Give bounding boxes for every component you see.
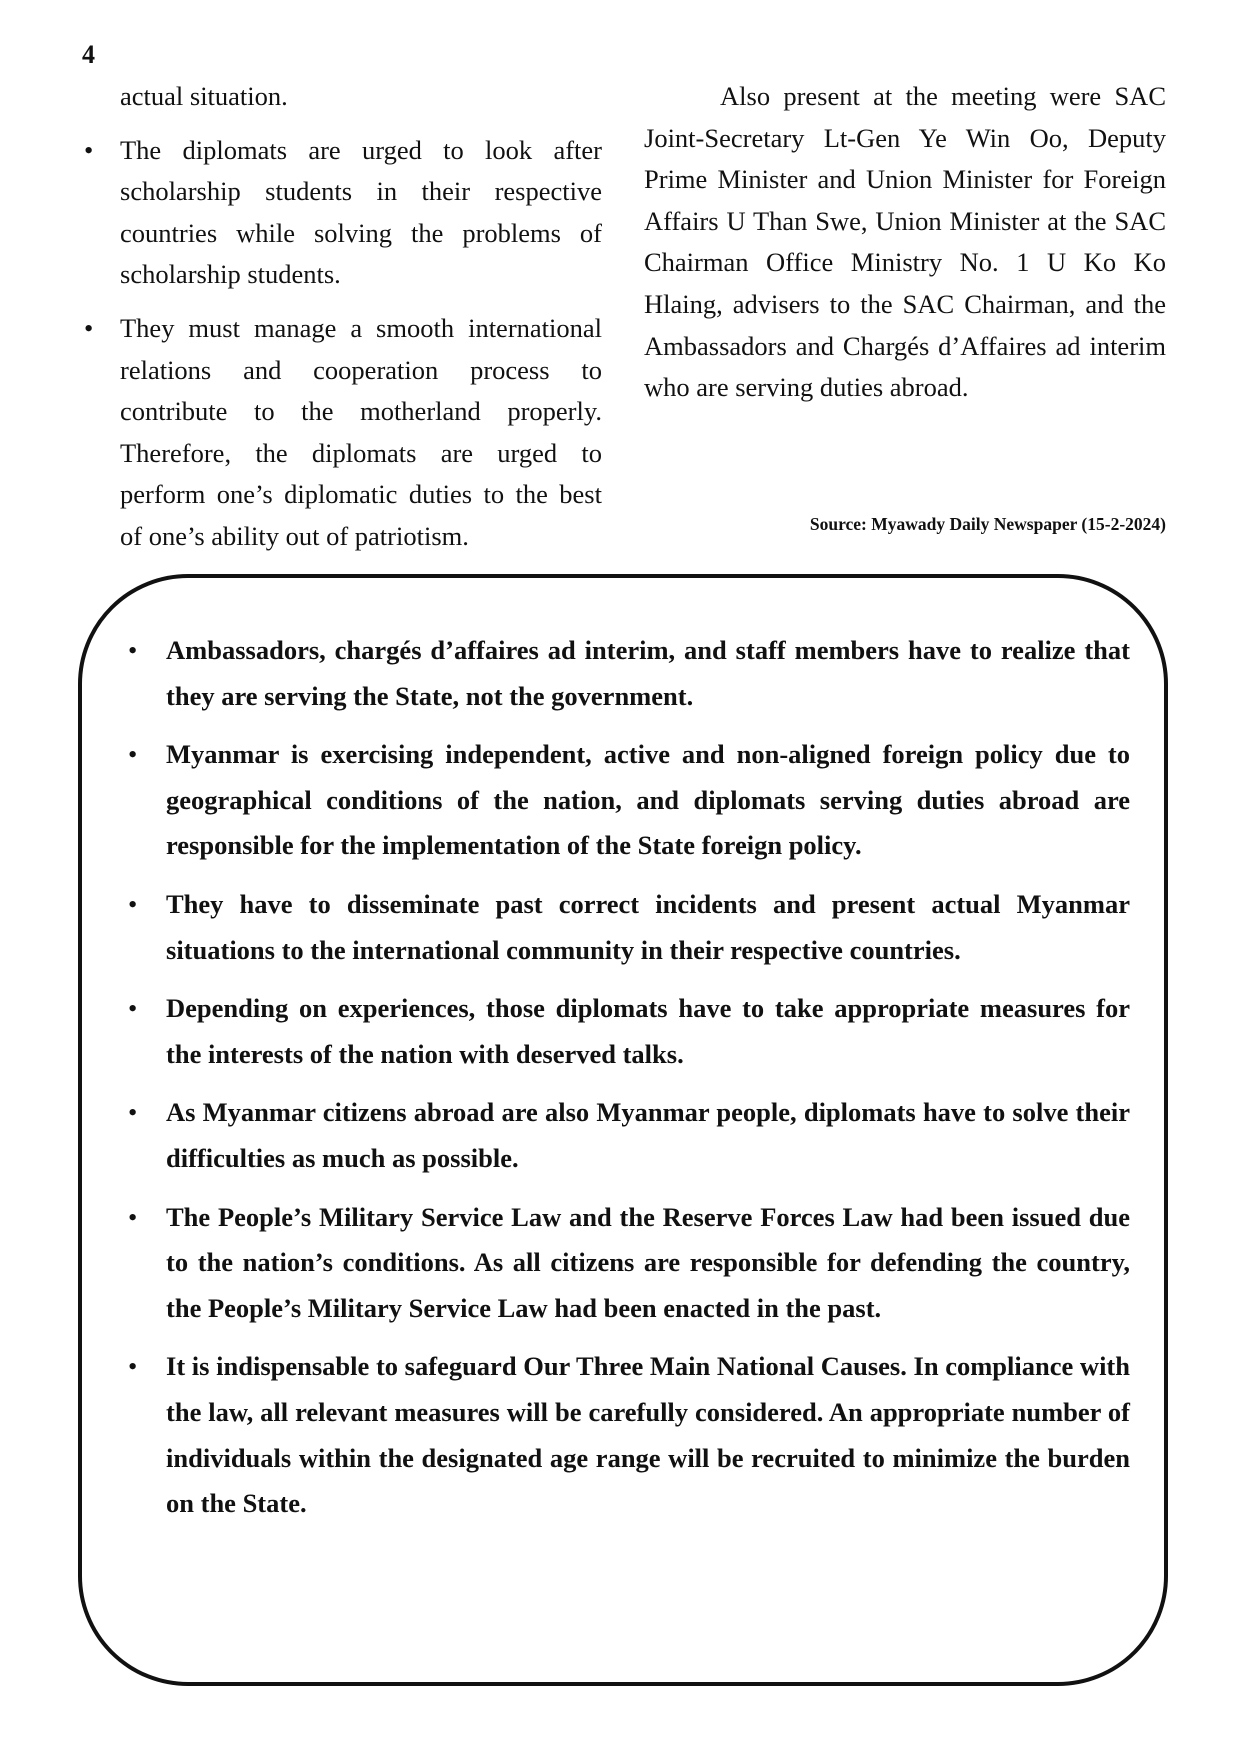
box-bullet-item: • They have to disseminate past correct incidents and present actual Myanmar situations to the international community in their respective countries.	[124, 882, 1130, 973]
right-column	[644, 76, 1166, 409]
box-bullet-item: • Depending on experiences, those diplomats have to take appropriate measures for the interests of the nation with deserved talks.	[124, 986, 1130, 1077]
page-number: 4	[82, 40, 95, 69]
left-bullet-item: • They must manage a smooth international relations and cooperation process to contribute to the motherland properly. Therefore, the diplomats are urged to perform one’s diplomatic duties to the best of one’s ability out of patriotism.	[82, 308, 602, 558]
source-citation: Source: Myawady Daily Newspaper (15-2-2024)	[809, 514, 1166, 534]
left-column	[82, 76, 602, 558]
left-bullet-list	[82, 130, 602, 558]
box-bullet-item: • Ambassadors, chargés d’affaires ad interim, and staff members have to realize that they are serving the State, not the government.	[124, 628, 1130, 719]
box-bullet-list	[124, 628, 1130, 1540]
box-bullet-item: • As Myanmar citizens abroad are also Myanmar people, diplomats have to solve their difficulties as much as possible.	[124, 1090, 1130, 1181]
right-paragraph: Also present at the meeting were SAC Joint-Secretary Lt-Gen Ye Win Oo, Deputy Prime Minister and Union Minister for Foreign Affairs U Than Swe, Union Minister at the SAC Chairman Office Ministry No. 1 U Ko Ko Hlaing, advisers to the SAC Chairman, and the Ambassadors and Chargés d’Affaires ad interim who are serving duties abroad.	[644, 81, 1166, 403]
box-bullet-item: • Myanmar is exercising independent, active and non-aligned foreign policy due to geographical conditions of the nation, and diplomats serving duties abroad are responsible for the implementation of the State foreign policy.	[124, 732, 1130, 869]
left-continuation-text: actual situation.	[120, 81, 288, 111]
left-bullet-item: • The diplomats are urged to look after scholarship students in their respective countries while solving the problems of scholarship students.	[82, 130, 602, 296]
highlight-box	[78, 574, 1168, 1686]
box-bullet-item: • It is indispensable to safeguard Our Three Main National Causes. In compliance with the law, all relevant measures will be carefully considered. An appropriate number of individuals within the designated age range will be recruited to minimize the burden on the State.	[124, 1344, 1130, 1526]
box-bullet-item: • The People’s Military Service Law and the Reserve Forces Law had been issued due to the nation’s conditions. As all citizens are responsible for defending the country, the People’s Military Service Law had been enacted in the past.	[124, 1195, 1130, 1332]
